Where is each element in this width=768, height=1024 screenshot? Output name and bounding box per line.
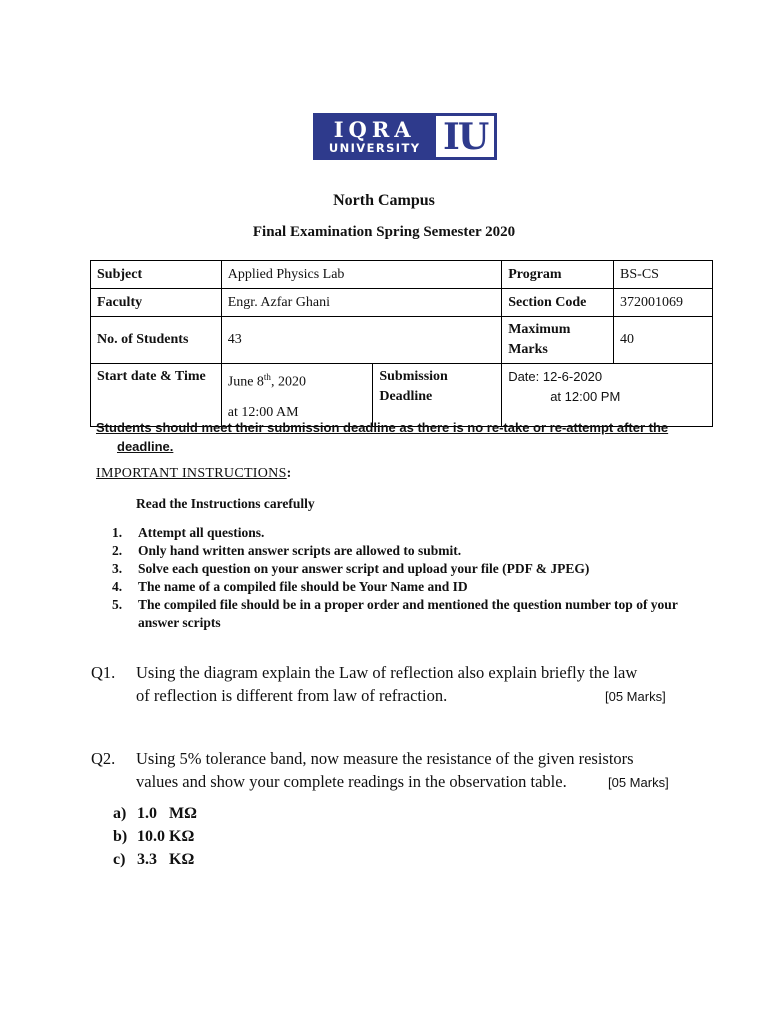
option-letter: c) [113, 851, 126, 868]
instructions-list [112, 524, 682, 632]
table-row [91, 364, 713, 427]
start-label: Start date & Time [91, 364, 222, 427]
list-item-text: Solve each question on your answer script and upload your file (PDF & JPEG) [138, 561, 590, 576]
subject-value: Applied Physics Lab [221, 261, 501, 289]
exam-title: Final Examination Spring Semester 2020 [252, 224, 516, 240]
question-line2: of reflection is different from law of refraction. [136, 686, 448, 705]
start-time: at 12:00 AM [227, 404, 299, 420]
table-row [91, 317, 713, 364]
list-item [113, 848, 197, 871]
deadline-time: at 12:00 PM [550, 389, 621, 404]
start-value [221, 364, 373, 427]
section-code-value: 372001069 [614, 289, 713, 317]
option-value: 3.3 KΩ [137, 851, 195, 868]
list-item [113, 825, 197, 848]
question-1 [91, 661, 691, 707]
question-2 [91, 747, 691, 793]
table-row [91, 289, 713, 317]
program-label: Program [502, 261, 614, 289]
start-date-pre: June 8 [227, 374, 264, 390]
question-line1: Using the diagram explain the Law of reflection also explain briefly the law [136, 663, 638, 682]
list-item [112, 596, 682, 632]
question-line1: Using 5% tolerance band, now measure the resistance of the given resistors [136, 749, 634, 768]
students-value: 43 [221, 317, 501, 364]
question-text [136, 747, 696, 793]
deadline-notice [96, 418, 706, 456]
list-item-text: The name of a compiled file should be Your Name and ID [138, 579, 468, 594]
list-item [113, 802, 197, 825]
table-row [91, 261, 713, 289]
list-item-text: The compiled file should be in a proper order and mentioned the question number top of your answer scripts [138, 597, 678, 630]
logo-wordmark [313, 113, 436, 160]
option-value: 1.0 MΩ [137, 805, 197, 822]
instructions-heading [96, 466, 292, 482]
campus-title: North Campus [333, 192, 435, 209]
section-code-label: Section Code [502, 289, 614, 317]
option-letter: a) [113, 805, 127, 822]
deadline-date: Date: 12-6-2020 [508, 369, 603, 384]
question-number: Q2. [91, 749, 116, 768]
list-item [112, 560, 682, 578]
list-item [112, 578, 682, 596]
notice-line2: deadline. [117, 439, 174, 454]
notice-line1: Students should meet their submission deadline as there is no re-take or re-attempt after the [96, 420, 669, 435]
list-item-number: 1. [112, 525, 123, 540]
faculty-value: Engr. Azfar Ghani [221, 289, 501, 317]
question-text [136, 661, 696, 707]
resistor-options [113, 802, 197, 871]
question-marks: [05 Marks] [608, 775, 669, 790]
list-item-number: 2. [112, 543, 123, 558]
max-marks-label: Maximum Marks [502, 317, 614, 364]
deadline-value [502, 364, 713, 427]
students-label: No. of Students [91, 317, 222, 364]
logo-line1: IQRA [333, 117, 416, 142]
start-date-post: , 2020 [270, 374, 306, 390]
max-marks-value: 40 [614, 317, 713, 364]
list-item [112, 524, 682, 542]
question-number: Q1. [91, 663, 116, 682]
option-value: 10.0 KΩ [137, 828, 195, 845]
question-line2: values and show your complete readings in the observation table. [136, 772, 567, 791]
list-item-number: 5. [112, 597, 123, 612]
logo-line2: UNIVERSITY [328, 141, 421, 155]
list-item-text: Attempt all questions. [138, 525, 265, 540]
list-item-number: 3. [112, 561, 123, 576]
instructions-heading-text: IMPORTANT INSTRUCTIONS [96, 466, 287, 481]
start-date-sup: th [263, 372, 271, 382]
submission-label: Submission Deadline [373, 364, 502, 427]
subject-label: Subject [91, 261, 222, 289]
list-item-text: Only hand written answer scripts are allowed to submit. [138, 543, 462, 558]
list-item [112, 542, 682, 560]
instructions-heading-colon: : [286, 466, 292, 481]
option-letter: b) [113, 828, 128, 845]
logo-monogram: IU [436, 116, 494, 157]
question-marks: [05 Marks] [605, 689, 666, 704]
faculty-label: Faculty [91, 289, 222, 317]
list-item-number: 4. [112, 579, 123, 594]
instructions-subheading: Read the Instructions carefully [136, 496, 315, 511]
exam-info-table [90, 260, 713, 427]
program-value: BS-CS [614, 261, 713, 289]
university-logo [313, 113, 497, 160]
